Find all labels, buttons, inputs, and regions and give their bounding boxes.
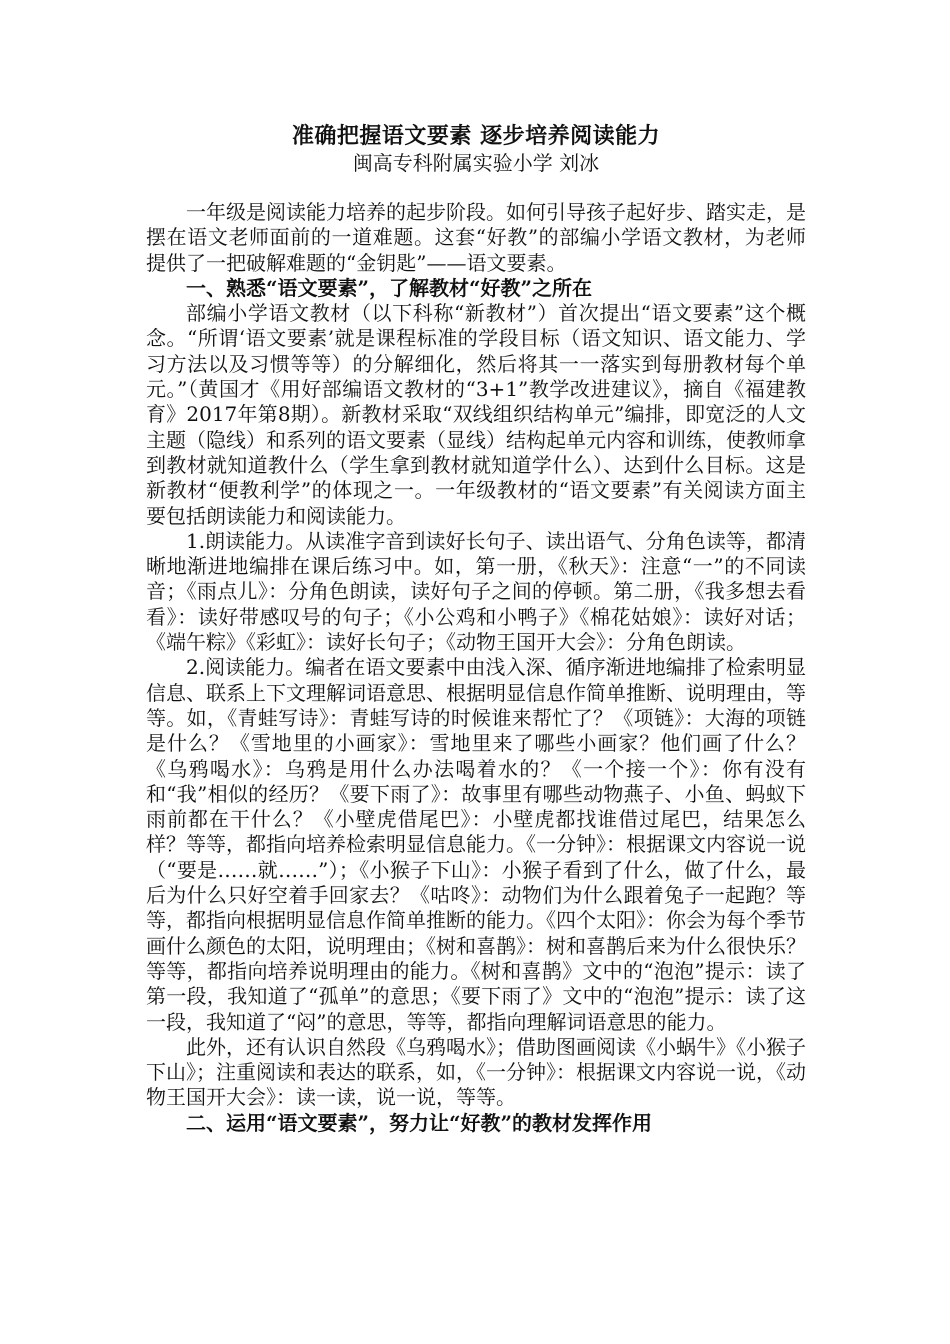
section-heading-2: 二、运用“语文要素”，努力让“好教”的教材发挥作用	[186, 1110, 653, 1135]
intro-paragraph: 一年级是阅读能力培养的起步阶段。如何引导孩子起好步、踏实走，是摆在语文老师面前的一道难题。这套“好教”的部编小学语文教材，为老师提供了一把破解难题的“金钥匙”——语文要素。	[146, 200, 806, 275]
document-title: 准确把握语文要素 逐步培养阅读能力	[291, 123, 661, 149]
document-page	[146, 122, 806, 1136]
section-heading-1: 一、熟悉“语文要素”，了解教材“好教”之所在	[186, 275, 593, 300]
body-paragraph: 1.朗读能力。从读准字音到读好长句子、读出语气、分角色读等，都清晰地渐进地编排在课后练习中。如，第一册，《秋天》：注意“一”的不同读音；《雨点儿》：分角色朗读，读好句子之间的停顿。第二册，《我多想去看看》：读好带感叹号的句子；《小公鸡和小鸭子》《棉花姑娘》：读好对话；《端午粽》《彩虹》：读好长句子；《动物王国开大会》：分角色朗读。	[146, 528, 806, 655]
document-author: 闽高专科附属实验小学 刘冰	[352, 151, 600, 175]
body-paragraph: 此外，还有认识自然段《乌鸦喝水》；借助图画阅读《小蜗牛》《小猴子下山》；注重阅读和表达的联系，如，《一分钟》：根据课文内容说一说，《动物王国开大会》：读一读，说一说，等等。	[146, 1034, 806, 1110]
body-paragraph: 部编小学语文教材（以下科称“新教材”）首次提出“语文要素”这个概念。“所谓‘语文要素’就是课程标准的学段目标（语文知识、语文能力、学习方法以及习惯等等）的分解细化，然后将其一一落实到每册教材每个单元。”（黄国才《用好部编语文教材的“3+1”教学改进建议》，摘自《福建教育》2017年第8期）。新教材采取“双线组织结构单元”编排，即宽泛的人文主题（隐线）和系列的语文要素（显线）结构起单元内容和训练，使教师拿到教材就知道教什么（学生拿到教材就知道学什么）、达到什么目标。这是新教材“便教利学”的体现之一。一年级教材的“语文要素”有关阅读方面主要包括朗读能力和阅读能力。	[146, 301, 806, 528]
body-paragraph: 2.阅读能力。编者在语文要素中由浅入深、循序渐进地编排了检索明显信息、联系上下文理解词语意思、根据明显信息作简单推断、说明理由，等等。如，《青蛙写诗》：青蛙写诗的时候谁来帮忙了？《项链》：大海的项链是什么？《雪地里的小画家》：雪地里来了哪些小画家？他们画了什么？《乌鸦喝水》：乌鸦是用什么办法喝着水的？《一个接一个》：你有没有和“我”相似的经历？《要下雨了》：故事里有哪些动物燕子、小鱼、蚂蚁下雨前都在干什么？《小壁虎借尾巴》：小壁虎都找谁借过尾巴，结果怎么样？等等，都指向培养检索明显信息能力。《一分钟》：根据课文内容说一说（“要是……就……”）；《小猴子下山》：小猴子看到了什么，做了什么，最后为什么只好空着手回家去？《咕咚》：动物们为什么跟着兔子一起跑？等等，都指向根据明显信息作简单推断的能力。《四个太阳》：你会为每个季节画什么颜色的太阳，说明理由；《树和喜鹊》：树和喜鹊后来为什么很快乐？等等，都指向培养说明理由的能力。《树和喜鹊》文中的“泡泡”提示：读了第一段，我知道了“孤单”的意思；《要下雨了》文中的“泡泡”提示：读了这一段，我知道了“闷”的意思，等等，都指向理解词语意思的能力。	[146, 655, 806, 1034]
